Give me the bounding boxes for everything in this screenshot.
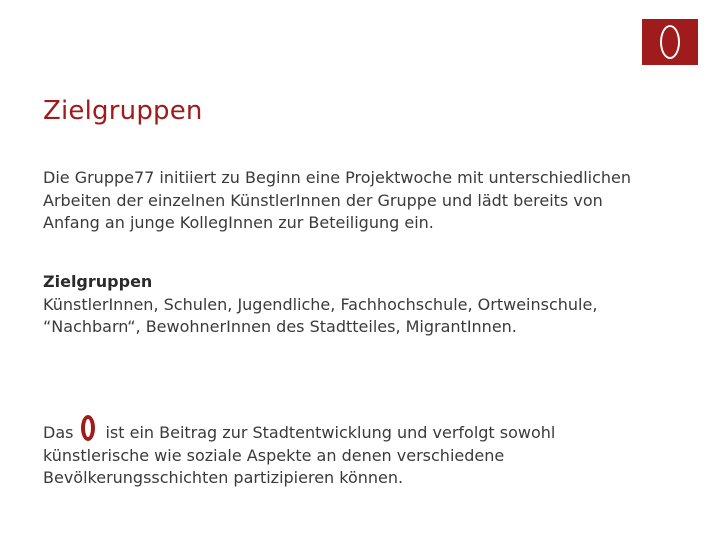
closing-text: ist ein Beitrag zur Stadtentwicklung und verfolgt sowohl künstlerische wie soziale Aspekte an denen verschiedene Bevölkerungsschichten partizipieren können. [43, 423, 556, 487]
target-groups-heading: Zielgruppen [43, 272, 153, 291]
closing-prefix: Das [43, 423, 74, 442]
logo-badge [642, 19, 698, 65]
closing-paragraph [43, 415, 643, 490]
oval-logo-icon [660, 25, 680, 59]
target-groups-list: KünstlerInnen, Schulen, Jugendliche, Fachhochschule, Ortweinschule, “Nachbarn“, BewohnerInnen des Stadtteiles, MigrantInnen. [43, 294, 598, 336]
intro-paragraph: Die Gruppe77 initiiert zu Beginn eine Projektwoche mit unterschiedlichen Arbeiten der einzelnen KünstlerInnen der Gruppe und lädt bereits von Anfang an junge KollegInnen zur Beteiligung ein. [43, 168, 632, 232]
target-groups-section [43, 271, 643, 339]
oval-logo-icon [81, 415, 95, 441]
slide-title: Zielgruppen [43, 96, 203, 126]
